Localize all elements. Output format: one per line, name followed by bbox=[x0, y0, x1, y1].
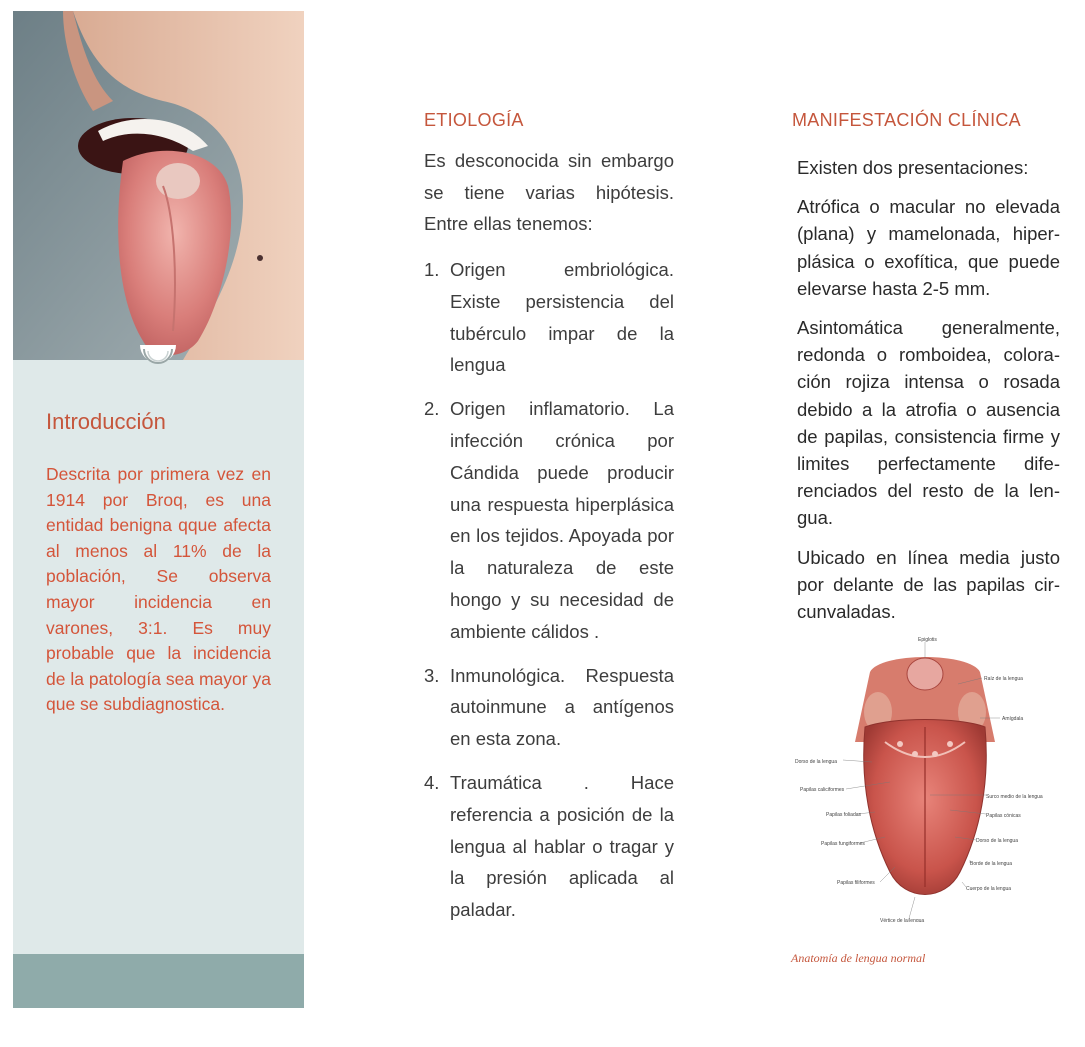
list-item bbox=[424, 767, 674, 926]
list-number: 2. bbox=[424, 398, 440, 420]
diagram-label: Epiglotis bbox=[918, 637, 937, 643]
tongue-anatomy-diagram bbox=[790, 632, 1060, 922]
list-item bbox=[424, 254, 674, 381]
diagram-label: Papilas foliadas bbox=[826, 812, 862, 818]
clinical-body bbox=[797, 154, 1060, 637]
introduction-title: Introducción bbox=[46, 409, 166, 434]
diagram-label: Papilas filiformes bbox=[837, 880, 875, 886]
list-number: 1. bbox=[424, 259, 440, 280]
etiology-list bbox=[424, 254, 674, 938]
diagram-label: Papilas fungiformes bbox=[821, 841, 865, 847]
diagram-label: Papilas caliciformes bbox=[800, 787, 845, 793]
etiology-title: ETIOLOGÍA bbox=[424, 110, 524, 130]
diagram-label: Surco medio de la lengua bbox=[986, 794, 1043, 800]
introduction-text: Descrita por primera vez en 1914 por Broq, es una entidad benigna qque afecta al menos al 11% de la población, Se observa mayor incidencia en varones, 3:1. Es muy probable que la incidencia de la patología sea mayor ya que se subdiagnostica. bbox=[46, 464, 271, 715]
list-item bbox=[424, 393, 674, 647]
list-item-text: Traumática . Hace referencia a posición de la lengua al hablar o tragar y la presión aplicada al paladar. bbox=[450, 771, 674, 921]
list-number: 4. bbox=[424, 771, 440, 793]
list-item-text: Origen embriológica. Existe persistencia del tubérculo impar de la lengua bbox=[450, 259, 674, 376]
diagram-caption: Anatomía de lengua normal bbox=[791, 951, 926, 965]
diagram-label: Papilas cónicas bbox=[986, 813, 1021, 819]
clinical-paragraph: Asintomática generalmente, redonda o romboidea, colora-ción rojiza intensa o rosada debido a la atrofia o ausencia de papilas, consistencia firme y limites perfectamente dife-renciados del resto de la len-gua. bbox=[797, 317, 1060, 529]
list-item bbox=[424, 660, 674, 755]
panel-footer-band bbox=[13, 954, 304, 1008]
clinical-title: MANIFESTACIÓN CLÍNICA bbox=[792, 110, 1021, 130]
list-number: 3. bbox=[424, 664, 440, 686]
tongue-photo bbox=[13, 11, 304, 360]
clinical-paragraph: Existen dos presentaciones: bbox=[797, 157, 1029, 178]
list-item-text: Inmunológica. Respuesta autoinmune a antígenos en esta zona. bbox=[450, 664, 674, 750]
ring-decoration-icon bbox=[136, 345, 180, 381]
list-item-text: Origen inflamatorio. La infección crónica por Cándida puede producir una respuesta hiperplásica en los tejidos. Apoyada por la naturaleza de este hongo y su necesidad de ambiente cálidos . bbox=[450, 398, 674, 642]
diagram-label: Cuerpo de la lengua bbox=[966, 886, 1012, 892]
clinical-paragraph: Ubicado en línea media justo por delante de las papilas cir-cunvaladas. bbox=[797, 546, 1060, 623]
etiology-intro: Es desconocida sin embargo se tiene varias hipótesis. Entre ellas tenemos: bbox=[424, 150, 674, 234]
diagram-label: Raíz de la lengua bbox=[984, 676, 1023, 682]
diagram-label: Vértice de la lengua bbox=[880, 918, 925, 922]
diagram-label: Amígdala bbox=[1002, 716, 1024, 722]
diagram-label: Borde de la lengua bbox=[970, 861, 1012, 867]
diagram-label: Dorso de la lengua bbox=[795, 759, 837, 765]
clinical-paragraph: Atrófica o macular no elevada (plana) y mamelonada, hiper-plásica o exofítica, que puede elevarse hasta 2-5 mm. bbox=[797, 196, 1060, 299]
diagram-label: Dorso de la lengua bbox=[976, 838, 1018, 844]
